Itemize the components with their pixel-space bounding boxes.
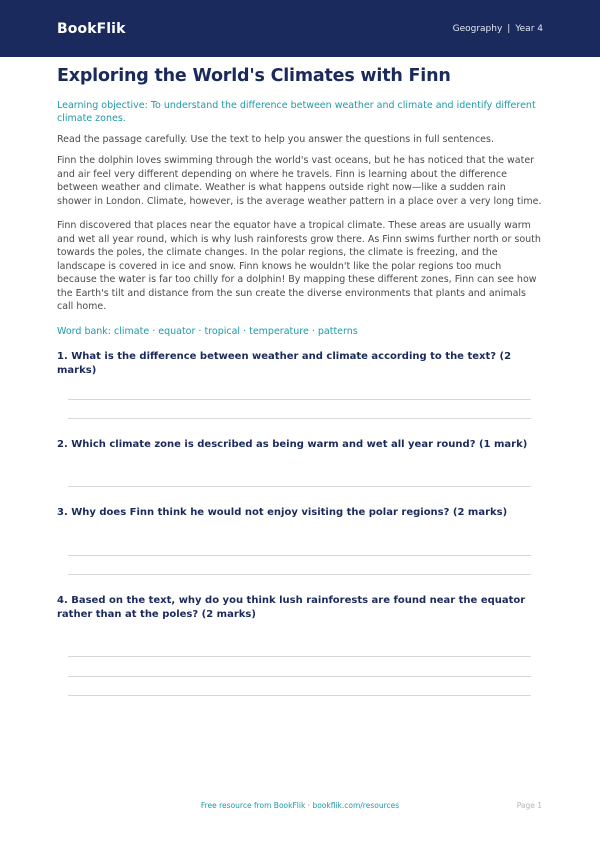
question-3: 3. Why does Finn think he would not enjoy visiting the polar regions? (2 marks) [57,507,508,518]
footer-resource-link[interactable]: Free resource from BookFlik · bookflik.com/resources [200,801,400,810]
answer-line[interactable] [68,555,531,556]
worksheet-content [57,64,543,338]
answer-line[interactable] [68,486,531,487]
page-header [0,0,600,57]
answer-line[interactable] [68,399,531,400]
question-2: 2. Which climate zone is described as being warm and wet all year round? (1 mark) [57,439,528,450]
page-title: Exploring the World's Climates with Finn [57,66,451,86]
learning-objective: Learning objective: To understand the difference between weather and climate and identify different climate zones. [57,100,536,124]
instructions: Read the passage carefully. Use the text to help you answer the questions in full sentences. [57,134,494,145]
subject-label: Geography [452,23,503,34]
word-bank: Word bank: climate · equator · tropical · temperature · patterns [57,325,358,337]
answer-line[interactable] [68,656,531,657]
answer-line[interactable] [68,574,531,575]
year-label: Year 4 [515,23,543,34]
answer-line[interactable] [68,695,531,696]
question-1: 1. What is the difference between weather and climate according to the text? (2 marks) [57,351,512,376]
passage-paragraph-2: Finn discovered that places near the equator have a tropical climate. These areas are usually warm and wet all year round, which is why lush rainforests grow there. As Finn swims further north or south towards the poles, the climate changes. In the polar regions, the climate is freezing, and the landscape is covered in ice and snow. Finn knows he wouldn't like the polar regions too much because the water is far too chilly for a dolphin! By mapping these different zones, Finn can see how the Earth's tilt and distance from the sun create the diverse environments that plants and animals call home. [57,220,541,312]
answer-line[interactable] [68,418,531,419]
page-number: Page 1 [516,801,542,810]
passage-paragraph-1: Finn the dolphin loves swimming through the world's vast oceans, but he has noticed that the water and air feel very different depending on where he travels. Finn is learning about the difference between weather and climate. Weather is what happens outside right now—like a sudden rain shower in London. Climate, however, is the average weather pattern in a place over a very long time. [57,155,542,207]
question-4: 4. Based on the text, why do you think lush rainforests are found near the equator rather than at the poles? (2 marks) [57,595,526,620]
answer-line[interactable] [68,676,531,677]
meta-separator: | [507,23,511,34]
page-footer [0,801,600,815]
brand-logo[interactable]: BookFlik [57,20,126,37]
subject-year-meta [453,24,543,34]
